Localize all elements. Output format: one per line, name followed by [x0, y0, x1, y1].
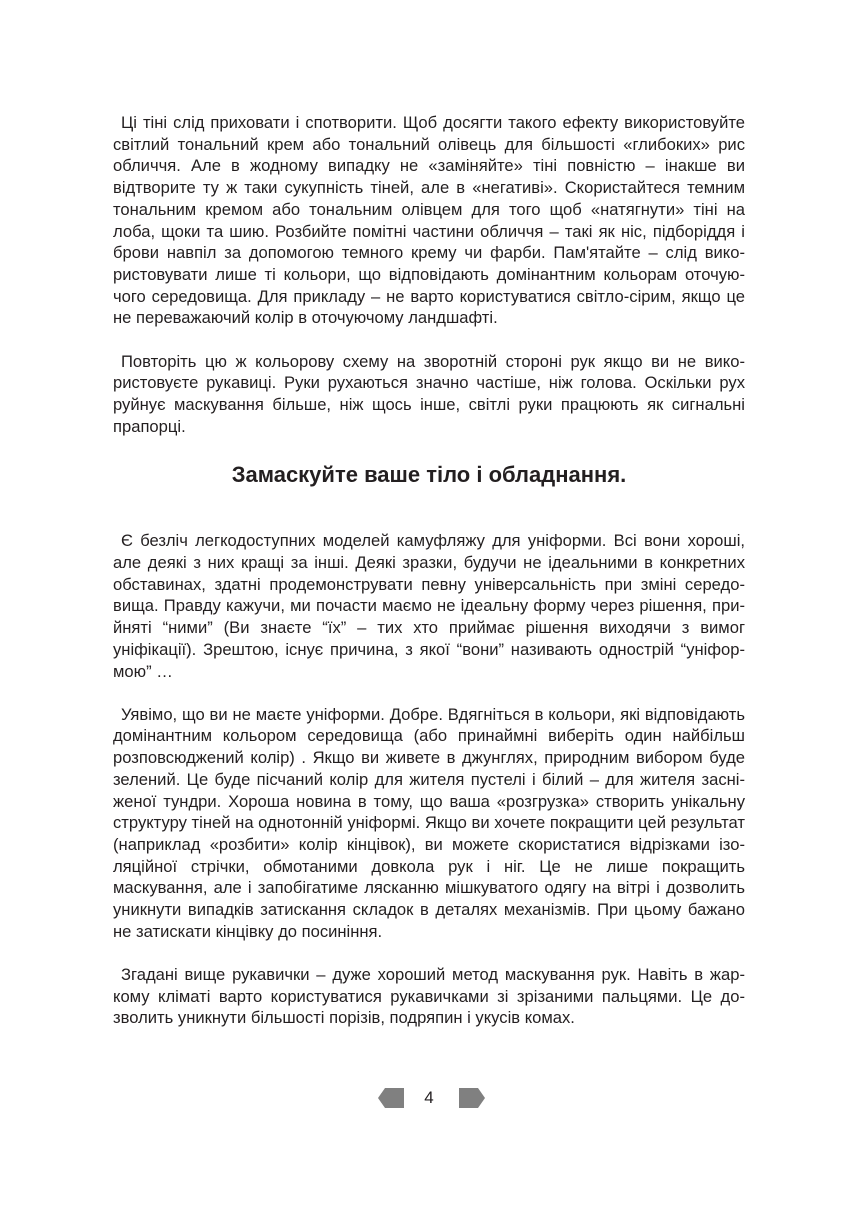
paragraph: Згадані вище рукавички – дуже хороший метод маскування рук. Навіть в жаркому кліматі варто користуватися рукавичками зі зрізаними пальцями. Це дозволить уникнути більшості порізів, подряпин і укусів комах.: [113, 965, 745, 1028]
heading-spacer-bottom: [113, 490, 745, 530]
page-number: 4: [424, 1088, 434, 1107]
section-heading: Замаскуйте ваше тіло і обладнання.: [231, 462, 627, 488]
page-footer: [0, 1085, 857, 1111]
heading-spacer-top: [113, 437, 745, 460]
paragraph: Є безліч легкодоступних моделей камуфляжу для уніформи. Всі вони хороші, але деякі з них кращі за інші. Деякі зразки, будучи не ідеальними в конкретних обставинах, здатні продемонструвати певну універсальність при зміні середовища. Правду кажучи, ми почасти маємо не ідеальну форму через рішення, прийняті “ними” (Ви знаєте “їх” – тих хто приймає рішення виходячи з вимог уніфікації). Зрештою, існує причина, з якої “вони” називають однострій “уніформою” …: [113, 531, 745, 681]
paragraph-spacer: [113, 329, 745, 351]
paragraph-spacer: [113, 943, 745, 965]
paragraph: Повторіть цю ж кольорову схему на зворотній стороні рук якщо ви не використовуєте рукавиці. Руки рухаються значно частіше, ніж голова. Оскільки рух руйнує маскування більше, ніж щось інше, світлі руки працюють як сигнальні прапорці.: [113, 351, 745, 436]
page-body: [113, 112, 745, 1029]
arrow-left-icon: [378, 1088, 404, 1108]
paragraph: Ці тіні слід приховати і спотворити. Щоб досягти такого ефекту використовуйте світлий тональний крем або тональний олівець для більшості «глибоких» рис обличчя. Але в жодному випадку не «заміняйте» тіні повністю – інакше ви відтворите ту ж таки сукупність тіней, але в «негативі». Скористайтеся темним тональним кремом або тональним олівцем для того щоб «натягнути» тіні на лоба, щоки та шию. Розбийте помітні частини обличчя – такі як ніс, підборіддя і брови навпіл за допомогою темного крему чи фарби. Пам'ятайте – слід використовувати лише ті кольори, що відповідають домінантним кольорам оточуючого середовища. Для прикладу – не варто користуватися світло-сірим, якщо це не переважаючий колір в оточуючому ландшафті.: [113, 113, 745, 328]
arrow-right-icon: [459, 1088, 485, 1108]
paragraph-spacer: [113, 682, 745, 704]
paragraph: Уявімо, що ви не маєте уніформи. Добре. Вдягніться в кольори, які відповідають домінантним кольором середовища (або принаймні виберіть один найбільш розповсюджений колір) . Якщо ви живете в джунглях, природним вибором буде зелений. Це буде пісчаний колір для жителя пустелі і білий – для жителя засніженої тундри. Хороша новина в тому, що ваша «розгрузка» створить унікальну структуру тіней на однотонній уніформі. Якщо ви хочете покращити цей результат (наприклад «розбити» колір кінцівок), ви можете скористатися відрізками ізоляційної стрічки, обмотаними довкола рук і ніг. Це не лише покращить маскування, але і запобігатиме лясканню мішкуватого одягу на вітрі і дозволить уникнути випадків затискання складок в деталях механізмів. При цьому бажано не затискати кінцівку до посиніння.: [113, 704, 745, 941]
